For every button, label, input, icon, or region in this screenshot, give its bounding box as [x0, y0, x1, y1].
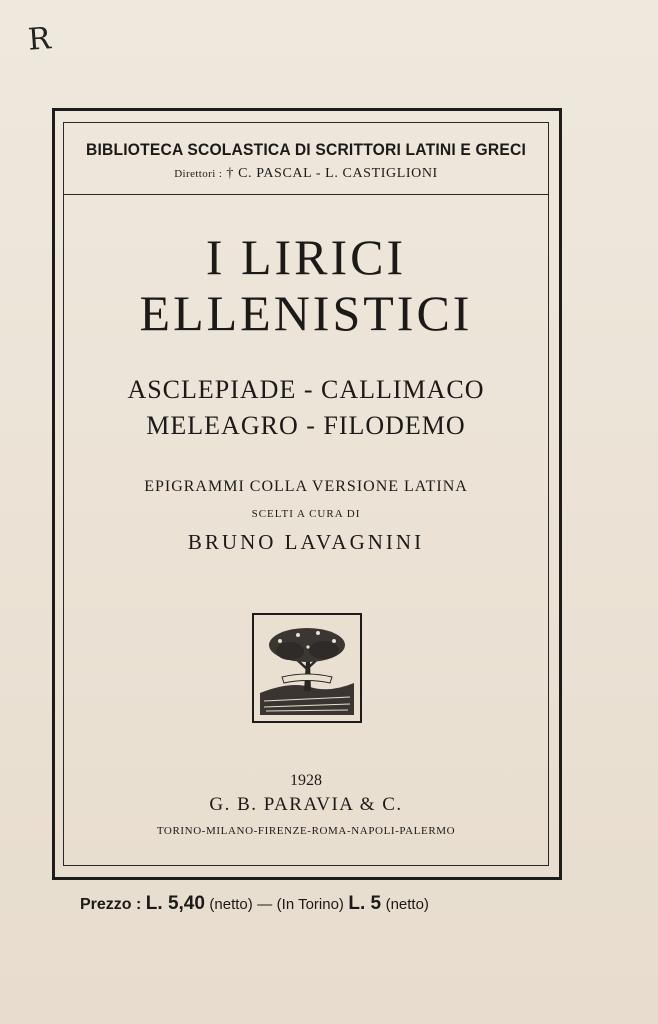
directors-names: † C. PASCAL - L. CASTIGLIONI — [226, 166, 438, 181]
series-title: BIBLIOTECA SCOLASTICA DI SCRITTORI LATINI E GRECI — [86, 140, 526, 159]
authors-line2: MELEAGRO - FILODEMO — [146, 411, 466, 440]
editor-name: BRUNO LAVAGNINI — [187, 530, 425, 554]
tree-emblem-icon — [252, 613, 362, 723]
book-title-line1: I LIRICI — [205, 229, 407, 285]
price-amount: L. 5,40 — [145, 893, 205, 914]
directors-label: Direttori : — [174, 168, 223, 180]
header-divider — [63, 194, 549, 195]
price-dash: — — [257, 896, 273, 913]
price-qualifier: (netto) — [209, 896, 253, 913]
turin-price-qualifier: (netto) — [385, 896, 429, 913]
curated-by-label: SCELTI A CURA DI — [251, 508, 361, 520]
turin-label: (In Torino) — [276, 896, 344, 913]
authors-line1: ASCLEPIADE - CALLIMACO — [127, 375, 485, 404]
price-label: Prezzo : — [80, 896, 142, 913]
handwritten-mark: R — [26, 21, 52, 58]
book-title-line2: ELLENISTICI — [139, 285, 473, 341]
publisher-name: G. B. PARAVIA & C. — [209, 794, 403, 815]
publisher-cities: TORINO-MILANO-FIRENZE-ROMA-NAPOLI-PALERMO — [156, 825, 456, 837]
price-line — [80, 893, 600, 915]
turin-price-amount: L. 5 — [348, 893, 382, 914]
book-subtitle: EPIGRAMMI COLLA VERSIONE LATINA — [144, 478, 468, 495]
publication-year: 1928 — [290, 772, 322, 789]
series-directors — [63, 166, 549, 182]
